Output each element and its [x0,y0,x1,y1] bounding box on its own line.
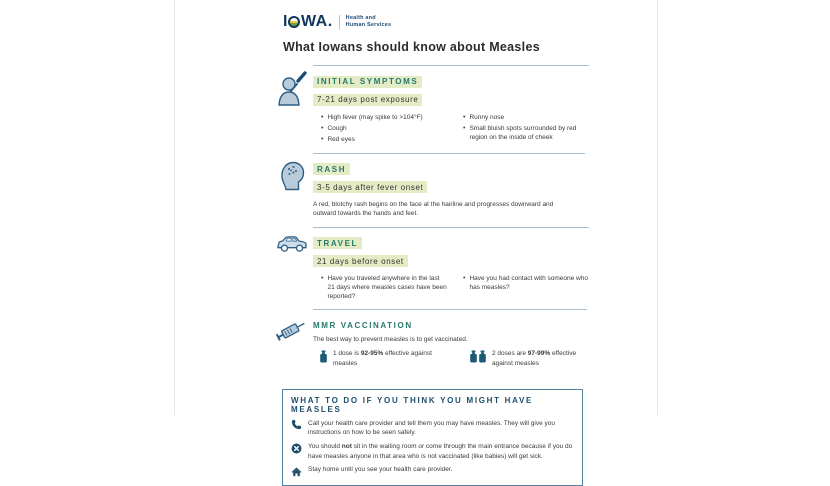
section-title: TRAVEL [313,237,362,249]
iowa-logo [283,14,333,30]
department-name [346,15,392,29]
what-to-do-box [282,389,583,486]
box-item-text [308,465,453,477]
home-icon [291,465,302,477]
rash-description: A red, blotchy rash begins on the face at the hairline and progresses downward and outward towards the hands and feet. [313,200,554,218]
dose-text-before: 2 doses are [492,350,528,358]
logo-divider [339,15,340,30]
vaccination-intro: The best way to prevent measles is to get vaccinated. [313,336,468,344]
dose-one [319,349,437,368]
fever-person-icon [271,65,313,153]
dose-text-after: effective against measles [333,350,432,367]
dose-text-percent: 92-95% [360,350,384,358]
department-line1: Health and [345,14,376,21]
section-title: INITIAL SYMPTOMS [313,76,422,88]
page-title-bold: Measles [489,40,540,54]
list-item [291,442,573,461]
bullet-column-left [321,273,447,302]
section-travel [271,227,588,310]
flyer-page [174,0,658,474]
list-item: • Cough [321,125,447,134]
dose-row [313,349,587,368]
section-content [313,65,589,153]
box-text-before: You should [308,443,342,451]
dose-one-text [333,349,437,368]
section-title: MMR VACCINATION [313,321,413,331]
rash-head-icon [271,153,313,227]
bullet-column-left [321,111,447,145]
what-to-do-title: WHAT TO DO IF YOU THINK YOU MIGHT HAVE MEASLES [291,396,534,415]
header-logo [283,14,657,30]
bullet-column-right [463,273,589,302]
vial-icon [319,349,328,368]
list-item: • Red eyes [321,136,447,145]
travel-bullets [313,273,589,302]
box-text-before: Call your health care provider and tell them you may have measles. They will give you instructions on how to be seen safely. [308,419,555,437]
page-title [283,40,657,54]
list-item [291,465,573,477]
dose-text-after: effective against measles [492,350,577,367]
section-subtitle: 3-5 days after fever onset [313,181,427,193]
list-item: • High fever (may spike to >104°F) [321,114,447,123]
syringe-icon [271,309,313,376]
box-item-text [308,419,573,438]
section-mmr-vaccination [271,309,585,376]
list-item: • Runny nose [463,114,589,123]
dose-two-text [492,349,587,368]
bullet-column-right [463,111,589,145]
dose-two [469,349,587,368]
dose-text-before: 1 dose is [333,350,361,358]
section-content [313,309,587,376]
car-icon [271,227,313,310]
iowa-logo-sun-icon [288,16,300,28]
iowa-logo-text-i: I [283,13,288,30]
box-item-text [308,442,573,461]
list-item: • Have you had contact with someone who has measles? [463,275,589,293]
symptom-bullets [313,111,589,145]
section-content [313,153,585,227]
two-vials-icon [469,349,487,368]
section-subtitle: 21 days before onset [313,255,408,267]
list-item: • Small bluish spots surrounded by red region on the inside of cheek [463,125,589,143]
sections [271,65,588,376]
section-subtitle: 7-21 days post exposure [313,94,422,106]
section-content [313,227,589,310]
box-text-bold: not [341,443,352,451]
section-rash [271,153,585,227]
list-item [291,419,573,438]
list-item: • Have you traveled anywhere in the last 21 days where measles cases have been reported? [321,275,447,301]
page-title-prefix: What Iowans should know about [283,40,490,54]
department-line2: Human Services [345,22,392,28]
phone-icon [291,419,302,438]
section-initial-symptoms [271,65,585,153]
box-text-after: sit in the waiting room or come through the main entrance because if you do have measles anyone in that area who is not vaccinated (like babies) will get sick. [308,443,573,460]
no-entry-icon [291,442,302,461]
dose-text-percent: 97-99% [527,350,551,358]
iowa-logo-text-wa: WA. [300,13,333,30]
box-text-before: Stay home until you see your health care provider. [308,466,453,474]
section-title: RASH [313,163,350,175]
